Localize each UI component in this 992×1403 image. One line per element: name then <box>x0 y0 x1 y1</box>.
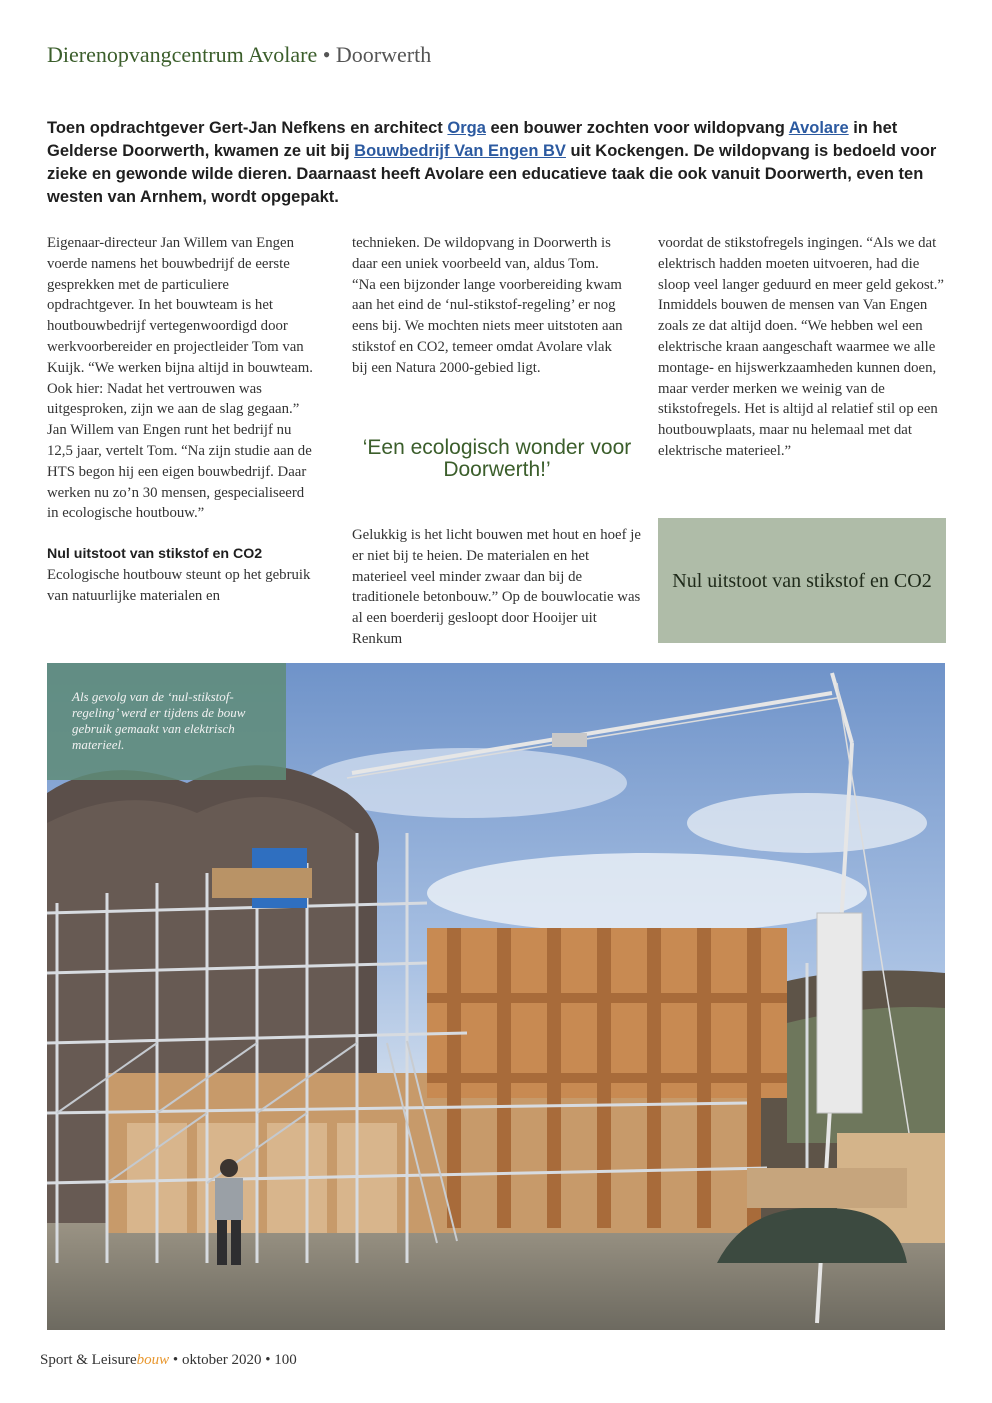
header-location: Doorwerth <box>335 42 432 67</box>
intro-text: uit Kockengen. De wildopvang is bedoeld voor zieke en gewonde wilde dieren. Daarnaast heeft Avolare een educatieve taak die ook vanuit Doorwerth, even ten westen van Arnhem, wordt opgepakt. <box>47 142 937 206</box>
footer-brand: Sport & Leisure <box>40 1352 137 1368</box>
footer-separator: • <box>172 1352 179 1368</box>
body-paragraph: Gelukkig is het licht bouwen met hout en hoef je er niet bij te heien. De materialen en het materieel veel minder zwaar dan bij de traditionele betonbouw.” Op de bouwlocatie was al een boerderij gesloopt door Hooijer uit Renkum <box>352 527 641 647</box>
body-paragraph: Ecologische houtbouw steunt op het gebruik van natuurlijke materialen en <box>47 566 311 604</box>
column-1 <box>47 233 319 607</box>
header-title: Dierenopvangcentrum Avolare <box>47 42 318 67</box>
body-paragraph: technieken. De wildopvang in Doorwerth is daar een uniek voorbeeld van, aldus Tom. “Na een bijzonder lange voorbereiding kwam aan het eind de ‘nul-stikstof-regeling’ er nog eens bij. We mochten niets meer uitstoten aan stikstof en CO2, temeer omdat Avolare vlak bij een Natura 2000-gebied ligt. <box>352 235 623 376</box>
header-separator: • <box>322 42 331 67</box>
footer-brand-accent: bouw <box>136 1352 170 1368</box>
page-footer <box>40 1352 297 1369</box>
link-avolare[interactable]: Avolare <box>788 119 849 137</box>
page-number: 100 <box>274 1352 297 1368</box>
page-header <box>47 42 431 68</box>
link-van-engen[interactable]: Bouwbedrijf Van Engen BV <box>354 142 566 160</box>
footer-separator: • <box>265 1352 271 1368</box>
subheading: Nul uitstoot van stikstof en CO2 <box>47 546 263 563</box>
body-paragraph: Eigenaar-directeur Jan Willem van Engen voerde namens het bouwbedrijf de eerste gesprekken met de particuliere opdrachtgever. In het bouwteam is het houtbouwbedrijf vertegenwoordigd door werkvoorbereider en projectleider Tom van Kuijk. “We werken bijna altijd in bouwteam. Ook hier: Nadat het vertrouwen was uitgesproken, zijn we aan de slag gegaan.” Jan Willem van Engen runt het bedrijf nu 12,5 jaar, vertelt Tom. “Na zijn studie aan de HTS begon hij een eigen bouwbedrijf. Daar werken nu zo’n 30 mensen, gespecialiseerd in ecologische houtbouw.” <box>47 235 313 522</box>
intro-text: een bouwer zochten voor wildopvang <box>485 119 789 137</box>
column-3 <box>658 233 948 462</box>
body-paragraph: voordat de stikstofregels ingingen. “Als we dat elektrisch hadden moeten uitvoeren, had die sloop veel langer geduurd en meer geld gekost.” Inmiddels bouwen de mensen van Van Engen zoals ze dat altijd doen. “We hebben wel een elektrische kraan aangeschaft waarmee we alle montage- en hijswerkzaamheden kunnen doen, maar verder merken we weinig van de stikstofregels. Het is altijd al relatief stil op een houtbouwplaats, maar nu helemaal met dat elektrische materieel.” <box>658 235 944 459</box>
intro-text: Toen opdrachtgever Gert-Jan Nefkens en architect <box>47 119 448 137</box>
column-2 <box>352 233 624 379</box>
footer-date: oktober 2020 <box>181 1352 262 1368</box>
link-orga[interactable]: Orga <box>447 119 486 137</box>
photo-caption: Als gevolg van de ‘nul-stikstof-regeling’ werd er tijdens de bouw gebruik gemaakt van elektrisch materieel. <box>47 663 286 780</box>
intro-text: in het Gelderse Doorwerth, kwamen ze uit bij <box>47 119 898 160</box>
pull-quote: ‘Een ecologisch wonder voor Doorwerth!’ <box>362 436 632 481</box>
intro-paragraph <box>47 117 947 209</box>
highlight-box: Nul uitstoot van stikstof en CO2 <box>658 518 946 643</box>
column-2-continued <box>352 525 644 650</box>
